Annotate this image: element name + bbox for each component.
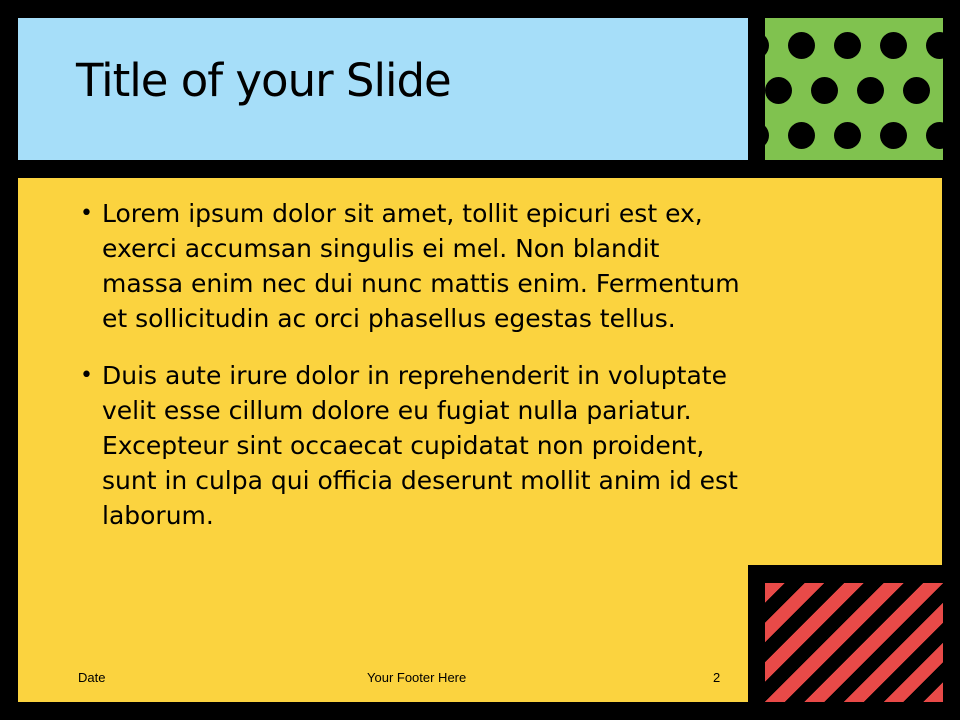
bullet-icon: •	[80, 201, 93, 226]
bullet-item[interactable]	[80, 196, 740, 336]
title-panel	[18, 18, 748, 160]
bullet-list[interactable]	[80, 196, 740, 555]
footer-text[interactable]: Your Footer Here	[367, 670, 467, 685]
bullet-text: Duis aute irure dolor in reprehenderit in voluptate velit esse cillum dolore eu fugiat nulla pariatur. Excepteur sint occaecat cupidatat non proident, sunt in culpa qui officia deserunt mollit anim id est laborum.	[102, 361, 738, 530]
polka-dot	[834, 32, 861, 59]
polka-dot	[765, 122, 769, 149]
polka-dot	[926, 32, 943, 59]
polka-dot	[788, 122, 815, 149]
polka-dot	[926, 122, 943, 149]
polka-dot	[834, 122, 861, 149]
polka-dot	[880, 32, 907, 59]
bullet-text: Lorem ipsum dolor sit amet, tollit epicuri est ex, exerci accumsan singulis ei mel. Non blandit massa enim nec dui nunc mattis enim. Fermentum et sollicitudin ac orci phasellus egestas tellus.	[102, 199, 740, 333]
diagonal-stripes-decoration	[765, 583, 943, 702]
polka-dot	[880, 122, 907, 149]
slide-number[interactable]: 2	[713, 670, 721, 685]
polka-dot-decoration	[765, 18, 943, 160]
polka-dot	[788, 32, 815, 59]
polka-dot	[857, 77, 884, 104]
slide-title[interactable]: Title of your Slide	[76, 54, 451, 107]
polka-dot	[765, 77, 792, 104]
polka-dot	[811, 77, 838, 104]
bullet-item[interactable]	[80, 358, 740, 533]
polka-dot	[765, 32, 769, 59]
footer-date[interactable]: Date	[78, 670, 106, 685]
polka-dot	[903, 77, 930, 104]
bullet-icon: •	[80, 363, 93, 388]
